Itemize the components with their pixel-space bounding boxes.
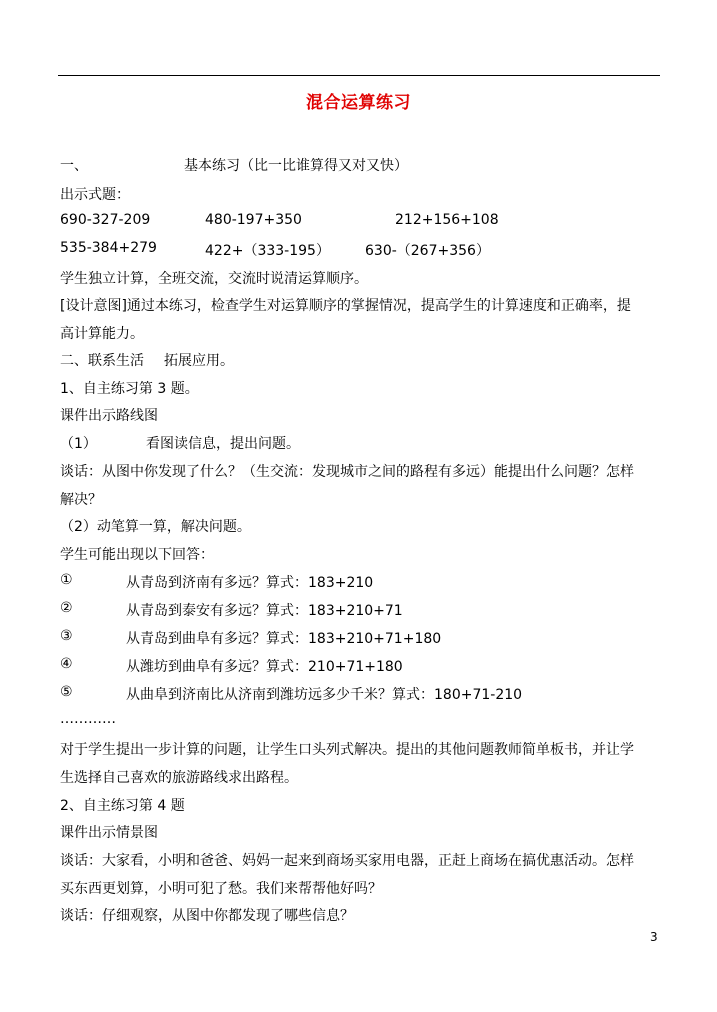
answer-marker: ② <box>60 600 73 616</box>
route-map-line: 课件出示路线图 <box>60 408 158 424</box>
exercise-3-heading: 1、自主练习第 3 题。 <box>60 381 199 397</box>
answer-marker: ④ <box>60 656 73 672</box>
paragraph-independent: 学生独立计算，全班交流，交流时说清运算顺序。 <box>60 271 368 287</box>
answer-marker: ① <box>60 572 73 588</box>
scene-line: 课件出示情景图 <box>60 825 158 841</box>
talk-3: 谈话：仔细观察，从图中你都发现了哪些信息？ <box>60 908 354 924</box>
step-2: （2）动笔算一算，解决问题。 <box>60 519 251 535</box>
answers-intro: 学生可能出现以下回答： <box>60 547 214 563</box>
page-title: 混合运算练习 <box>306 93 411 113</box>
paragraph-summary-cont: 生选择自己喜欢的旅游路线求出路程。 <box>60 770 298 786</box>
talk-2: 谈话：大家看，小明和爸爸、妈妈一起来到商场买家用电器，正赶上商场在搞优惠活动。怎样 <box>60 853 634 869</box>
expression: 630-（267+356） <box>365 243 490 259</box>
answer-text: 从青岛到泰安有多远？算式：183+210+71 <box>126 603 403 619</box>
section-2-label-a: 二、联系生活 <box>60 353 144 369</box>
paragraph-summary: 对于学生提出一步计算的问题，让学生口头列式解决。提出的其他问题教师简单板书，并让学 <box>60 742 634 758</box>
answer-text: 从潍坊到曲阜有多远？算式：210+71+180 <box>126 659 403 675</box>
section-1-number: 一、 <box>60 158 88 174</box>
page-number: 3 <box>650 930 658 944</box>
ellipsis: ………… <box>60 711 116 727</box>
show-exercises-label: 出示式题： <box>60 187 130 203</box>
exercise-4-heading: 2、自主练习第 4 题 <box>60 798 185 814</box>
expression: 212+156+108 <box>395 212 499 228</box>
section-1-label: 基本练习（比一比谁算得又对又快） <box>184 158 408 174</box>
answer-text: 从青岛到济南有多远？算式：183+210 <box>126 575 374 591</box>
answer-marker: ⑤ <box>60 684 73 700</box>
step-1-text: 看图读信息，提出问题。 <box>146 436 300 452</box>
answer-text: 从青岛到曲阜有多远？算式：183+210+71+180 <box>126 631 442 647</box>
expression: 690-327-209 <box>60 212 151 228</box>
header-rule <box>58 75 660 76</box>
answer-text: 从曲阜到济南比从济南到潍坊远多少千米？算式：180+71-210 <box>126 687 523 703</box>
paragraph-design-intent-cont: 高计算能力。 <box>60 326 144 342</box>
answer-marker: ③ <box>60 628 73 644</box>
step-1-number: （1） <box>60 436 97 452</box>
talk-2-cont: 买东西更划算，小明可犯了愁。我们来帮帮他好吗？ <box>60 881 382 897</box>
expression: 535-384+279 <box>60 240 157 256</box>
paragraph-design-intent: [设计意图]通过本练习，检查学生对运算顺序的掌握情况，提高学生的计算速度和正确率，提 <box>60 298 631 314</box>
expression: 480-197+350 <box>205 212 302 228</box>
expression: 422+（333-195） <box>205 243 330 259</box>
talk-1-cont: 解决？ <box>60 492 102 508</box>
section-2-label-b: 拓展应用。 <box>164 353 234 369</box>
talk-1: 谈话：从图中你发现了什么？（生交流：发现城市之间的路程有多远）能提出什么问题？怎样 <box>60 464 634 480</box>
